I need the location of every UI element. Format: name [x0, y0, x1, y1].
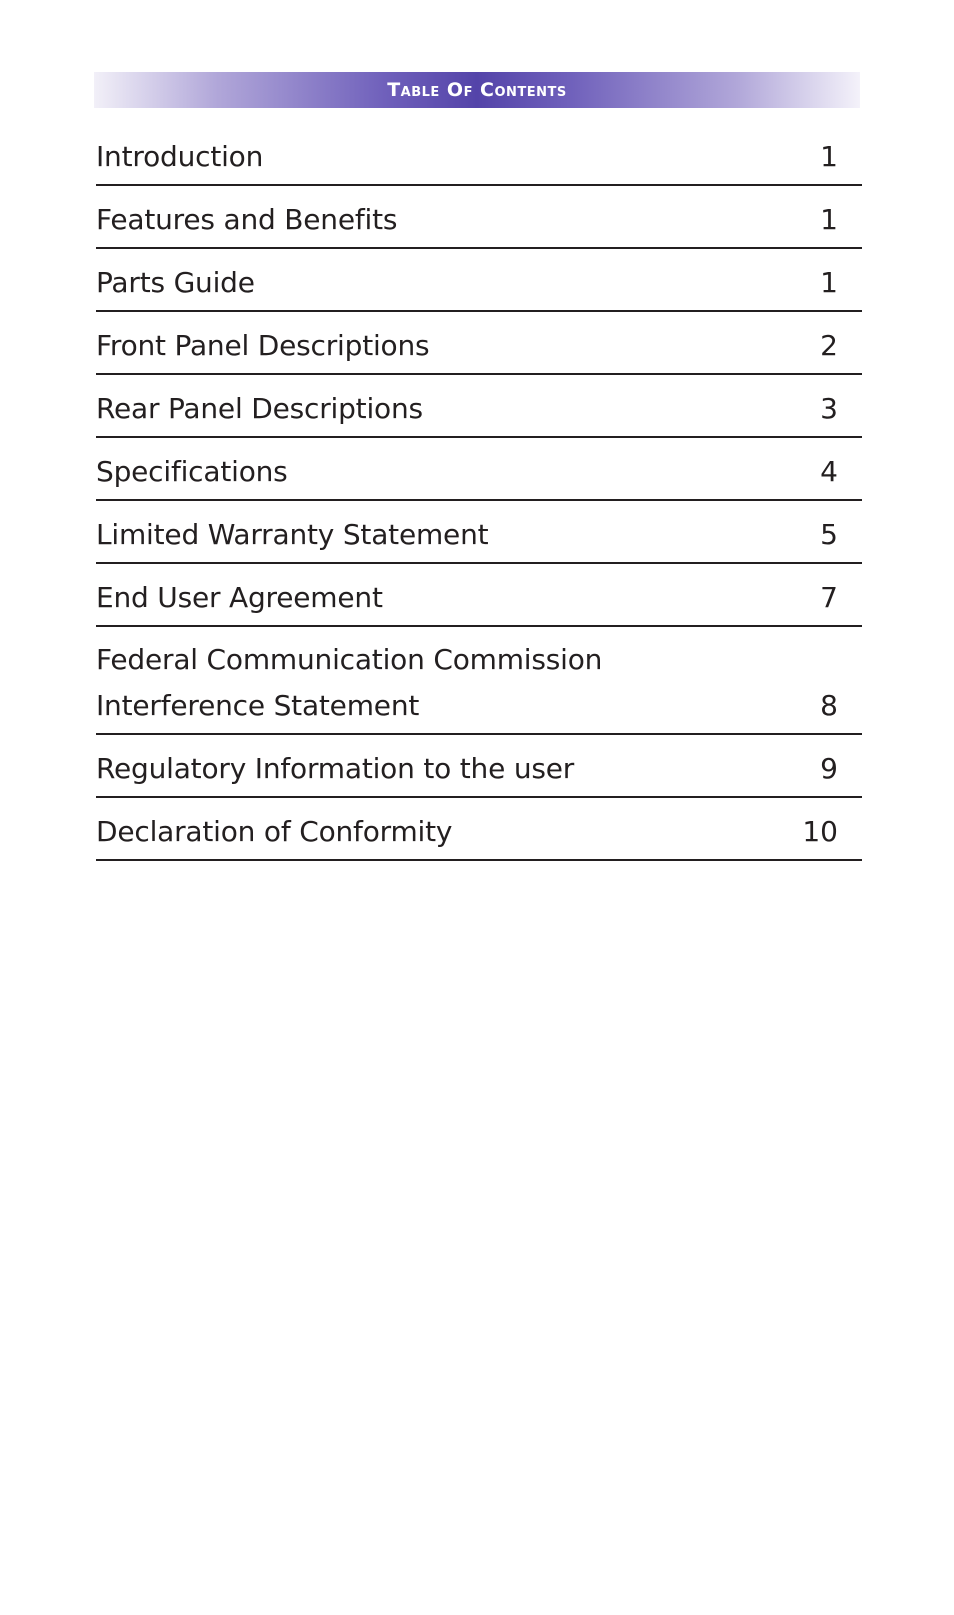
toc-entry-regulatory-information[interactable]	[96, 744, 862, 798]
toc-entry-title-line-1: Federal Communication Commission	[96, 643, 603, 676]
table-of-contents	[96, 132, 862, 870]
page-title: Table Of Contents	[387, 78, 567, 101]
toc-entry-title: Limited Warranty Statement	[96, 518, 489, 551]
toc-entry-title-line-2: Interference Statement	[96, 689, 420, 722]
toc-entry-page: 9	[820, 752, 838, 785]
toc-entry-title: Features and Benefits	[96, 203, 398, 236]
toc-entry-limited-warranty-statement[interactable]	[96, 510, 862, 564]
toc-entry-title	[96, 637, 602, 729]
toc-entry-page: 1	[820, 140, 838, 173]
toc-entry-page: 5	[820, 518, 838, 551]
toc-entry-title: Front Panel Descriptions	[96, 329, 430, 362]
toc-entry-page: 7	[820, 581, 838, 614]
toc-entry-page: 1	[820, 266, 838, 299]
toc-entry-page: 3	[820, 392, 838, 425]
toc-entry-front-panel-descriptions[interactable]	[96, 321, 862, 375]
toc-entry-page: 8	[820, 689, 838, 722]
toc-entry-title: Declaration of Conformity	[96, 815, 453, 848]
toc-entry-fcc-interference-statement[interactable]	[96, 636, 862, 735]
toc-header-bar	[94, 72, 860, 108]
toc-entry-title: Rear Panel Descriptions	[96, 392, 423, 425]
toc-entry-title: End User Agreement	[96, 581, 383, 614]
toc-entry-introduction[interactable]	[96, 132, 862, 186]
toc-entry-rear-panel-descriptions[interactable]	[96, 384, 862, 438]
toc-entry-parts-guide[interactable]	[96, 258, 862, 312]
toc-entry-title: Specifications	[96, 455, 288, 488]
toc-entry-title: Parts Guide	[96, 266, 255, 299]
toc-entry-title: Introduction	[96, 140, 264, 173]
toc-entry-page: 4	[820, 455, 838, 488]
toc-entry-end-user-agreement[interactable]	[96, 573, 862, 627]
toc-entry-page: 10	[802, 815, 838, 848]
toc-entry-declaration-of-conformity[interactable]	[96, 807, 862, 861]
toc-entry-features-and-benefits[interactable]	[96, 195, 862, 249]
toc-entry-specifications[interactable]	[96, 447, 862, 501]
toc-entry-page: 1	[820, 203, 838, 236]
toc-entry-title: Regulatory Information to the user	[96, 752, 575, 785]
toc-entry-page: 2	[820, 329, 838, 362]
